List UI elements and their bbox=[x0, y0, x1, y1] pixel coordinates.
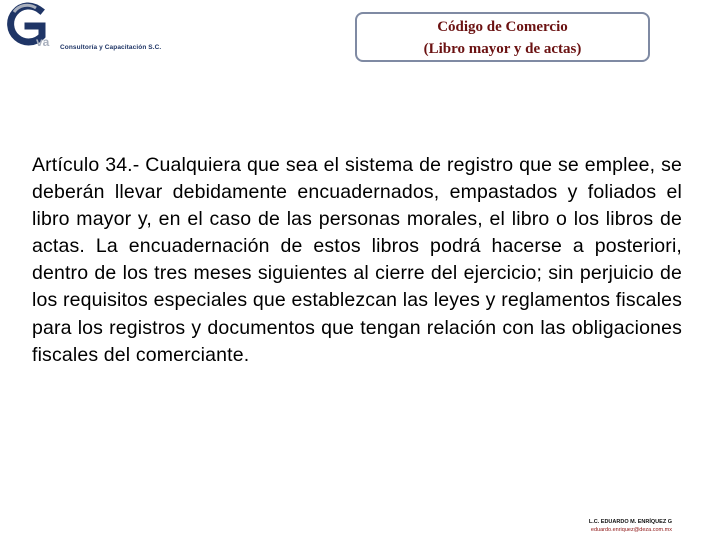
footer-author: L.C. EDUARDO M. ENRÍQUEZ G bbox=[588, 519, 672, 525]
logo-tagline: Consultoría y Capacitación S.C. bbox=[60, 44, 162, 51]
company-logo bbox=[2, 2, 172, 58]
logo-superscript: va bbox=[36, 35, 50, 49]
footer-email: eduardo.enriquez@deza.com.mx bbox=[590, 527, 672, 533]
footer bbox=[589, 518, 672, 534]
title-line-2: (Libro mayor y de actas) bbox=[423, 41, 582, 57]
logo-mark-icon bbox=[2, 2, 62, 50]
slide-title bbox=[355, 12, 650, 62]
title-line-1: Código de Comercio bbox=[437, 19, 568, 35]
article-text: Artículo 34.- Cualquiera que sea el sistema de registro que se emplee, se deberán llevar debidamente encuadernados, empastados y foliados el libro mayor y, en el caso de las personas morales, el libro o los libros de actas. La encuadernación de estos libros podrá hacerse a posteriori, dentro de los tres meses siguientes al cierre del ejercicio; sin perjuicio de los requisitos especiales que establezcan las leyes y reglamentos fiscales para los registros y documentos que tengan relación con las obligaciones fiscales del comerciante. bbox=[32, 154, 682, 366]
